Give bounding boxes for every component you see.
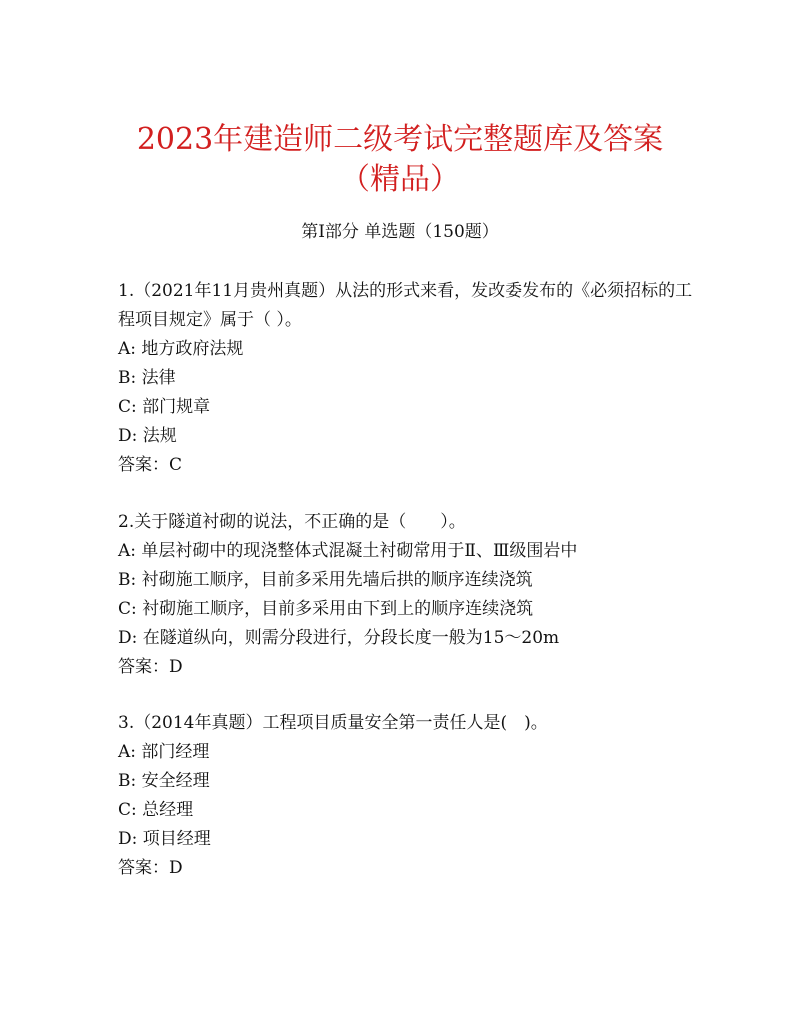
option-c: C: 总经理 <box>118 800 194 820</box>
option-d: D: 在隧道纵向，则需分段进行，分段长度一般为15～20m <box>118 628 560 648</box>
question-3 <box>118 709 698 883</box>
option-c: C: 衬砌施工顺序，目前多采用由下到上的顺序连续浇筑 <box>118 599 534 619</box>
document-title: 2023年建造师二级考试完整题库及答案（精品） <box>136 122 664 197</box>
option-d: D: 项目经理 <box>118 829 211 849</box>
question-2 <box>118 508 698 682</box>
question-stem: 3.（2014年真题）工程项目质量安全第一责任人是( )。 <box>118 713 548 733</box>
option-a: A: 部门经理 <box>118 742 210 762</box>
section-heading: 第I部分 单选题（150题） <box>301 222 499 242</box>
option-b: B: 衬砌施工顺序，目前多采用先墙后拱的顺序连续浇筑 <box>118 570 533 590</box>
question-1 <box>118 277 698 480</box>
option-a: A: 地方政府法规 <box>118 339 244 359</box>
answer-line: 答案：C <box>118 455 183 475</box>
option-b: B: 安全经理 <box>118 771 210 791</box>
option-d: D: 法规 <box>118 426 177 446</box>
option-c: C: 部门规章 <box>118 397 211 417</box>
answer-line: 答案：D <box>118 657 183 677</box>
option-a: A: 单层衬砌中的现浇整体式混凝土衬砌常用于Ⅱ、Ⅲ级围岩中 <box>118 541 578 561</box>
answer-line: 答案：D <box>118 858 183 878</box>
question-stem: 2.关于隧道衬砌的说法，不正确的是（ ）。 <box>118 512 466 532</box>
option-b: B: 法律 <box>118 368 176 388</box>
question-stem: 1.（2021年11月贵州真题）从法的形式来看，发改委发布的《必须招标的工程项目规定》属于（ ）。 <box>118 281 693 330</box>
